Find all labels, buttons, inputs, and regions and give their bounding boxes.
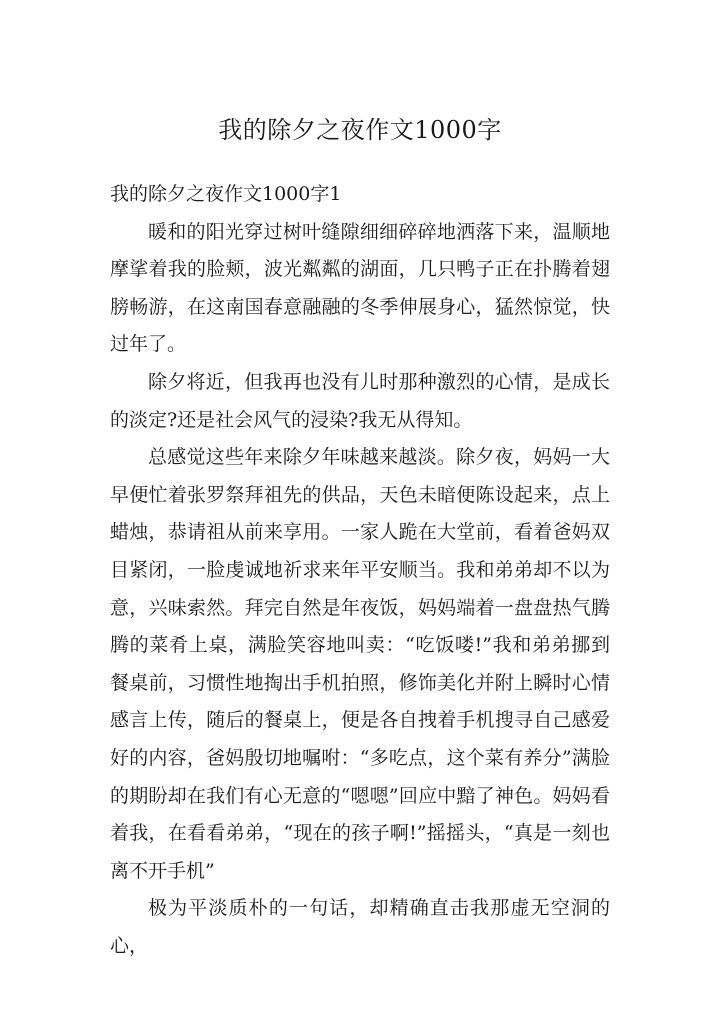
- document-title: 我的除夕之夜作文1000字: [218, 116, 502, 144]
- paragraph-2: 除夕将近，但我再也没有儿时那种激烈的心情，是成长的淡定?还是社会风气的浸染?我无从得知。: [110, 370, 610, 431]
- document-body: [110, 176, 610, 965]
- paragraph-1: 暖和的阳光穿过树叶缝隙细细碎碎地洒落下来，温顺地摩挲着我的脸颊，波光粼粼的湖面，几只鸭子正在扑腾着翅膀畅游，在这南国春意融融的冬季伸展身心，猛然惊觉，快过年了。: [110, 220, 610, 356]
- section-heading: 我的除夕之夜作文1000字1: [110, 183, 342, 205]
- paragraph-4: 极为平淡质朴的一句话，却精确直击我那虚无空洞的心，: [110, 897, 610, 957]
- paragraph-3: 总感觉这些年来除夕年味越来越淡。除夕夜，妈妈一大早便忙着张罗祭拜祖先的供品，天色未暗便陈设起来，点上蜡烛，恭请祖从前来享用。一家人跪在大堂前，看着爸妈双目紧闭，一脸虔诚地祈求来年平安顺当。我和弟弟却不以为意，兴味索然。拜完自然是年夜饭，妈妈端着一盘盘热气腾腾的菜肴上桌，满脸笑容地叫卖：“吃饭喽!”我和弟弟挪到餐桌前，习惯性地掏出手机拍照，修饰美化并附上瞬时心情感言上传，随后的餐桌上，便是各自拽着手机搜寻自己感爱好的内容，爸妈殷切地嘱咐：“多吃点，这个菜有养分”满脸的期盼却在我们有心无意的“嗯嗯”回应中黯了神色。妈妈看着我，在看看弟弟，“现在的孩子啊!”摇摇头，“真是一刻也离不开手机”: [110, 446, 610, 882]
